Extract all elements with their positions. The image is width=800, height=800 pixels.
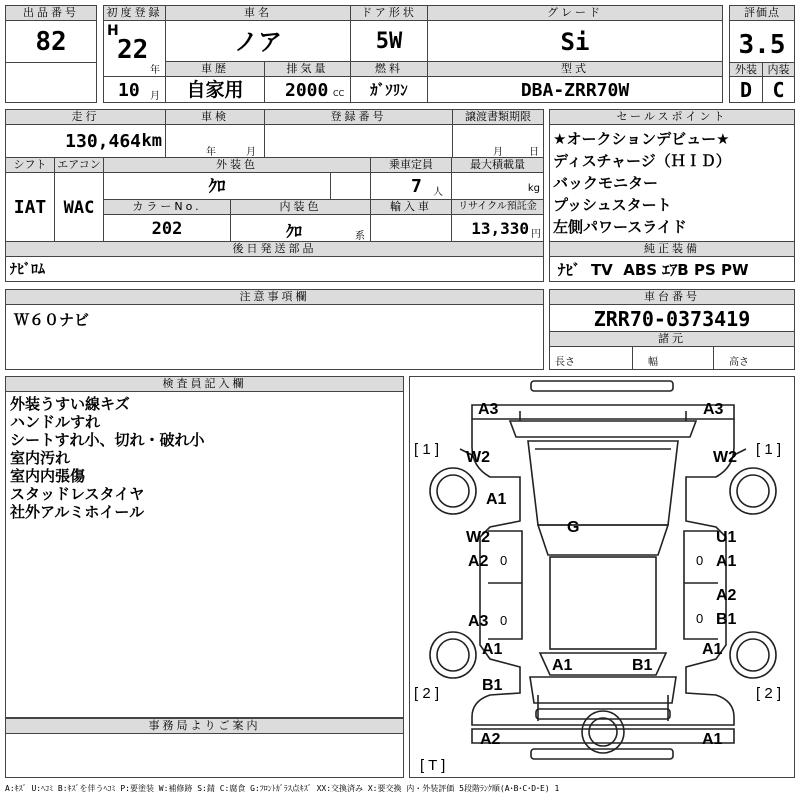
import-cell bbox=[370, 214, 452, 242]
width-label: 幅 bbox=[648, 357, 658, 368]
score-label: 評価点 bbox=[729, 5, 795, 21]
displacement-unit: CC bbox=[333, 89, 345, 98]
tag-t: [ T ] bbox=[420, 757, 446, 774]
transfer-cell bbox=[452, 124, 544, 158]
era: H bbox=[107, 23, 119, 39]
shift-value: IAT bbox=[5, 172, 55, 242]
shift-label: シフト bbox=[5, 157, 55, 173]
inspector-note: シートすれ小、切れ・破れ小 bbox=[10, 431, 205, 449]
sales-point: バックモニター bbox=[553, 174, 659, 192]
damage-mark: 0 bbox=[500, 553, 508, 568]
damage-mark: W2 bbox=[713, 449, 737, 466]
ac-label: エアコン bbox=[54, 157, 104, 173]
damage-mark: A1 bbox=[486, 491, 507, 508]
tag-1-left: [ 1 ] bbox=[414, 441, 440, 458]
sales-point: ★オークションデビュー★ bbox=[553, 130, 730, 148]
mileage-label: 走行 bbox=[5, 109, 166, 125]
damage-mark: G bbox=[567, 519, 580, 536]
damage-mark: A1 bbox=[702, 641, 723, 658]
transfer-label: 譲渡書類期限 bbox=[452, 109, 544, 125]
fuel-value: ｶﾞｿﾘﾝ bbox=[350, 76, 428, 103]
damage-mark: A1 bbox=[716, 553, 737, 570]
recycle-unit: 円 bbox=[531, 229, 541, 240]
displacement-cell bbox=[264, 76, 351, 103]
lot-label: 出品番号 bbox=[5, 5, 97, 21]
damage-mark: A2 bbox=[480, 731, 501, 748]
damage-mark: A1 bbox=[552, 657, 573, 674]
displacement-value: 2000 bbox=[285, 80, 329, 101]
mileage-value: 130,464 bbox=[65, 131, 141, 152]
month-unit: 月 bbox=[150, 91, 160, 102]
displacement-label: 排気量 bbox=[264, 61, 351, 77]
door-value: 5W bbox=[350, 20, 428, 62]
int-color-label: 内装色 bbox=[230, 199, 371, 215]
ext-color-extra bbox=[330, 172, 371, 200]
width-cell bbox=[632, 346, 714, 370]
sales-point: ディスチャージ（ＨＩＤ） bbox=[553, 152, 731, 170]
first-reg-year: 22 bbox=[117, 35, 149, 65]
history-value: 自家用 bbox=[165, 76, 265, 103]
chassis-label: 車台番号 bbox=[549, 289, 795, 305]
legend: A:ｷｽﾞ U:ﾍｺﾐ B:ｷｽﾞを伴うﾍｺﾐ P:要塗装 W:補修跡 S:錆 C:腐食 G:ﾌﾛﾝﾄｶﾞﾗｽ点ｷｽﾞ XX:交換済み X:要交換 内・外装評価 5段階ﾗﾝｸ順(A･B･C･D･E) 1 bbox=[5, 784, 560, 793]
reg-no-label: 登録番号 bbox=[264, 109, 453, 125]
first-reg-label: 初度登録 bbox=[103, 5, 166, 21]
color-no-label: カラーNo. bbox=[103, 199, 231, 215]
damage-mark: A2 bbox=[716, 587, 737, 604]
recycle-cell bbox=[451, 214, 544, 242]
sales-points-box bbox=[549, 124, 795, 242]
first-reg-year-cell bbox=[103, 20, 166, 77]
transfer-day-unit: 日 bbox=[529, 147, 539, 158]
later-parts-value: ﾅﾋﾞﾛﾑ bbox=[5, 256, 544, 282]
int-color-cell bbox=[230, 214, 371, 242]
seats-cell bbox=[370, 172, 452, 200]
model-value: DBA-ZRR70W bbox=[427, 76, 723, 103]
later-parts-label: 後日発送部品 bbox=[5, 241, 544, 257]
car-outline bbox=[410, 377, 795, 778]
tag-2-left: [ 2 ] bbox=[414, 685, 440, 702]
mileage-cell bbox=[5, 124, 166, 158]
seats-value: 7 bbox=[411, 176, 422, 197]
length-label: 長さ bbox=[555, 357, 575, 368]
damage-mark: A2 bbox=[468, 553, 489, 570]
damage-mark: W2 bbox=[466, 449, 490, 466]
first-reg-month-cell bbox=[103, 76, 166, 103]
int-color-unit: 系 bbox=[355, 231, 365, 242]
damage-mark: 0 bbox=[696, 553, 704, 568]
history-label: 車歴 bbox=[165, 61, 265, 77]
inspector-note: ハンドルすれ bbox=[10, 413, 101, 431]
chassis-value: ZRR70-0373419 bbox=[549, 304, 795, 332]
ext-color-label: 外装色 bbox=[103, 157, 371, 173]
damage-mark: W2 bbox=[466, 529, 490, 546]
reg-no-cell bbox=[264, 124, 453, 158]
int-score: C bbox=[762, 76, 795, 103]
ext-score: D bbox=[729, 76, 763, 103]
first-reg-month: 10 bbox=[118, 80, 140, 101]
max-load-label: 最大積載量 bbox=[451, 157, 544, 173]
max-load-cell bbox=[451, 172, 544, 200]
notes-value: Ｗ６０ナビ bbox=[5, 304, 544, 370]
damage-mark: B1 bbox=[716, 611, 737, 628]
int-label: 内装 bbox=[762, 62, 795, 77]
color-no-value: 202 bbox=[103, 214, 231, 242]
inspector-label: 検査員記入欄 bbox=[5, 376, 404, 392]
height-label: 高さ bbox=[729, 357, 749, 368]
damage-mark: B1 bbox=[632, 657, 653, 674]
sales-points-label: セールスポイント bbox=[549, 109, 795, 125]
max-load-unit: kg bbox=[527, 183, 540, 194]
inspection-label: 車検 bbox=[165, 109, 265, 125]
height-cell bbox=[713, 346, 795, 370]
damage-mark: A1 bbox=[482, 641, 503, 658]
inspection-year-unit: 年 bbox=[206, 147, 216, 158]
inspector-note: 室内内張傷 bbox=[10, 467, 86, 485]
inspection-cell bbox=[165, 124, 265, 158]
inspector-note: スタッドレスタイヤ bbox=[10, 485, 145, 503]
seats-label: 乗車定員 bbox=[370, 157, 452, 173]
sales-point: 左側パワースライド bbox=[553, 218, 687, 236]
year-unit: 年 bbox=[150, 65, 160, 76]
recycle-value: 13,330 bbox=[471, 219, 529, 238]
ext-color-value: ｸﾛ bbox=[103, 172, 331, 200]
int-color-value: ｸﾛ bbox=[286, 222, 303, 241]
equipment-value: ﾅﾋﾞ TV ABS ｴｱB PS PW bbox=[549, 256, 795, 282]
lot-blank bbox=[5, 62, 97, 103]
car-name-label: 車名 bbox=[165, 5, 351, 21]
import-label: 輸入車 bbox=[370, 199, 452, 215]
mileage-unit: km bbox=[141, 131, 162, 151]
score-value: 3.5 bbox=[729, 20, 795, 63]
ac-value: WAC bbox=[54, 172, 104, 242]
inspector-box bbox=[5, 391, 404, 718]
sales-point: プッシュスタート bbox=[553, 196, 672, 214]
length-cell bbox=[549, 346, 633, 370]
ext-label: 外装 bbox=[729, 62, 763, 77]
damage-mark: 0 bbox=[696, 611, 704, 626]
car-name: ノア bbox=[165, 20, 351, 62]
damage-mark: A3 bbox=[468, 613, 489, 630]
office-box bbox=[5, 733, 404, 778]
dims-label: 諸元 bbox=[549, 331, 795, 347]
recycle-label: リサイクル預託金 bbox=[451, 199, 544, 215]
seats-unit: 人 bbox=[433, 187, 443, 198]
damage-mark: A3 bbox=[478, 401, 499, 418]
car-diagram bbox=[409, 376, 795, 778]
grade-value: Si bbox=[427, 20, 723, 62]
transfer-month-unit: 月 bbox=[493, 147, 503, 158]
lot-number: 82 bbox=[5, 20, 97, 63]
inspector-note: 社外アルミホイール bbox=[10, 503, 145, 521]
inspector-note: 外装うすい線キズ bbox=[10, 395, 130, 413]
model-label: 型式 bbox=[427, 61, 723, 77]
tag-2-right: [ 2 ] bbox=[756, 685, 782, 702]
damage-mark: U1 bbox=[716, 529, 737, 546]
damage-mark: A1 bbox=[702, 731, 723, 748]
notes-label: 注意事項欄 bbox=[5, 289, 544, 305]
fuel-label: 燃料 bbox=[350, 61, 428, 77]
damage-mark: A3 bbox=[703, 401, 724, 418]
office-label: 事務局よりご案内 bbox=[5, 718, 404, 734]
inspection-month-unit: 月 bbox=[246, 147, 256, 158]
damage-mark: 0 bbox=[500, 613, 508, 628]
grade-label: グレード bbox=[427, 5, 723, 21]
damage-mark: B1 bbox=[482, 677, 503, 694]
door-label: ドア形状 bbox=[350, 5, 428, 21]
inspector-note: 室内汚れ bbox=[10, 449, 71, 467]
tag-1-right: [ 1 ] bbox=[756, 441, 782, 458]
equipment-label: 純正装備 bbox=[549, 241, 795, 257]
